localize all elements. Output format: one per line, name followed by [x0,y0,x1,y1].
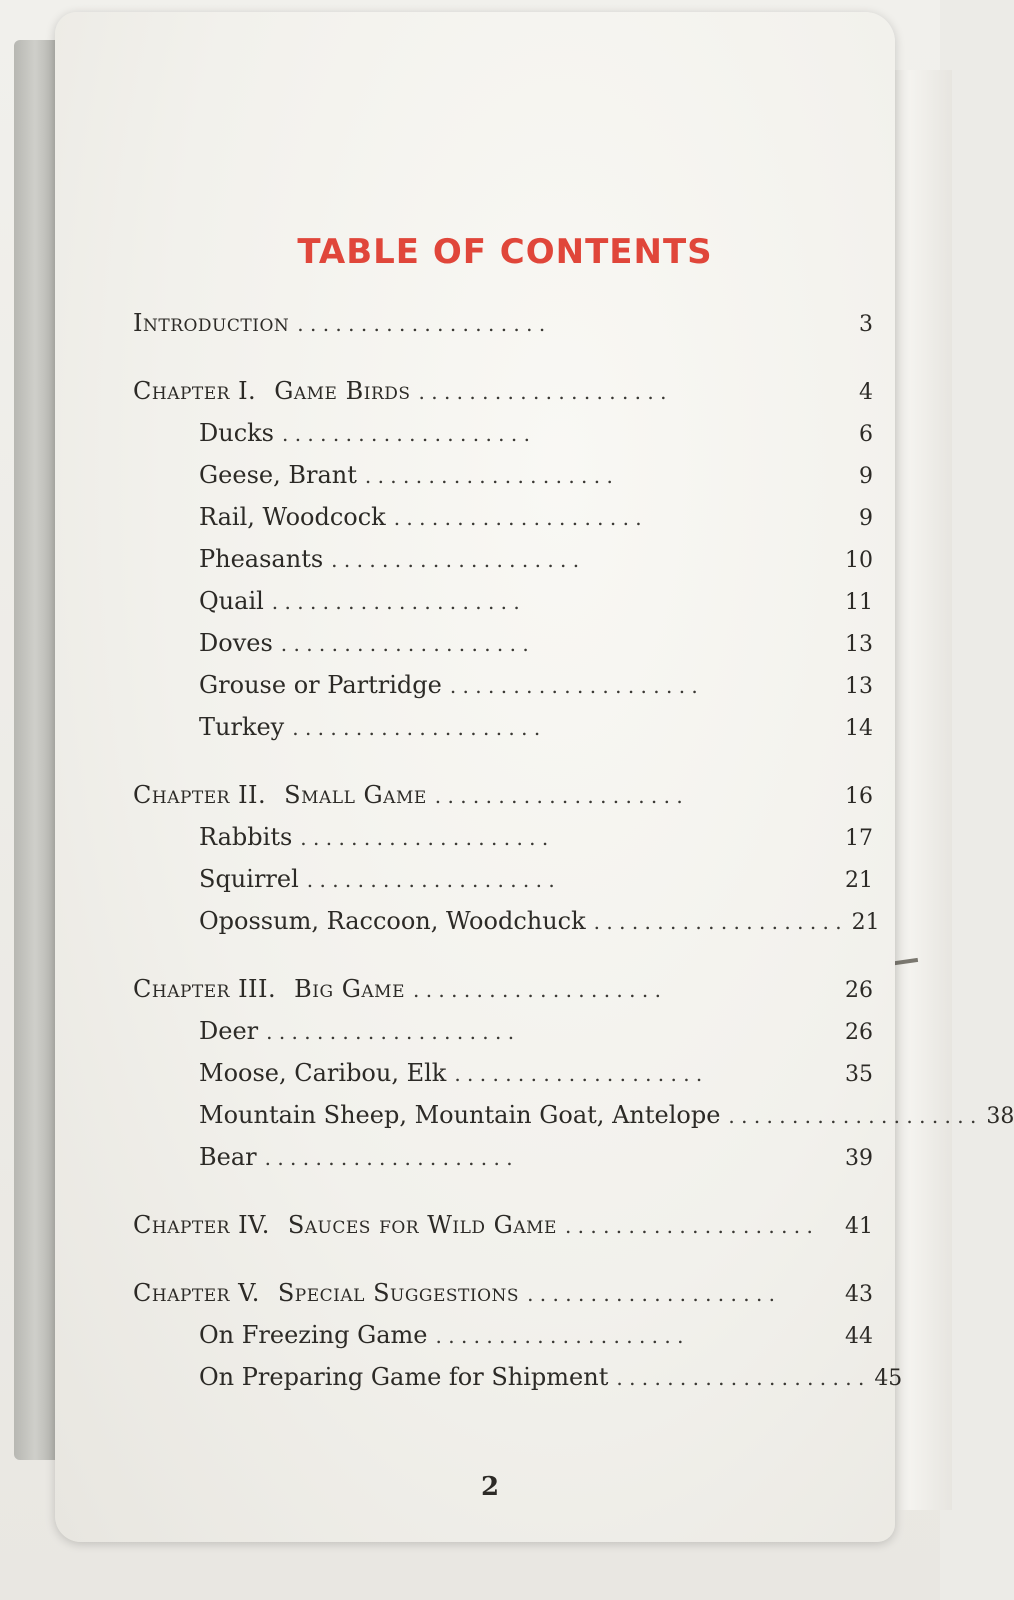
chapter-label [133,1272,519,1314]
toc-entry [133,1356,903,1398]
chapter-label [133,370,411,412]
toc-entry [133,664,873,706]
toc-page-number: 13 [845,632,873,657]
toc-page-number: 26 [845,1020,873,1045]
toc-page-number: 21 [851,910,880,935]
chapter-title: Game Birds [274,377,411,405]
toc-page-number: 3 [859,312,873,337]
toc-entry [133,706,873,748]
toc-page-number: 11 [845,590,873,615]
dot-leader: . . . . . . . . . . . . . . . . . . . . [616,1366,865,1390]
toc-entry [133,900,880,942]
dot-leader: . . . . . . . . . . . . . . . . . . . . [300,826,549,850]
toc-page-number: 6 [859,422,873,447]
dot-leader: . . . . . . . . . . . . . . . . . . . . [527,1282,776,1306]
chapter-number: Chapter III. [133,975,277,1003]
toc-label: Geese, Brant [199,461,357,489]
toc-entry [133,1136,873,1178]
toc-entry [133,1052,873,1094]
dot-leader: . . . . . . . . . . . . . . . . . . . . [266,1020,515,1044]
toc-label: Opossum, Raccoon, Woodchuck [199,907,586,935]
toc-label: Rabbits [199,823,293,851]
toc-page-number: 26 [845,978,873,1003]
chapter-heading [133,774,873,816]
chapter-label [133,1204,557,1246]
chapter-heading [133,1204,873,1246]
toc-entry [133,412,873,454]
toc-entry [133,496,873,538]
toc-label: Rail, Woodcock [199,503,386,531]
dot-leader: . . . . . . . . . . . . . . . . . . . . [297,312,546,336]
toc-entry [133,454,873,496]
toc-page-number: 16 [845,784,873,809]
toc-entry [133,622,873,664]
toc-label: Bear [199,1143,257,1171]
toc-page-number: 45 [874,1366,903,1391]
chapter-heading [133,370,873,412]
dot-leader: . . . . . . . . . . . . . . . . . . . . [280,632,529,656]
dot-leader: . . . . . . . . . . . . . . . . . . . . [454,1062,703,1086]
chapter-number: Chapter I. [133,377,257,405]
chapter-number: Chapter II. [133,781,267,809]
toc-label: Quail [199,587,264,615]
toc-label: On Preparing Game for Shipment [199,1363,609,1391]
dot-leader: . . . . . . . . . . . . . . . . . . . . [292,716,541,740]
toc-page-number: 4 [859,380,873,405]
chapter-title: Small Game [284,781,427,809]
toc-entry [133,858,873,900]
page-title: TABLE OF CONTENTS [297,232,713,272]
toc-label: Ducks [199,419,274,447]
toc-page-number: 44 [845,1324,873,1349]
toc-entry [133,538,873,580]
dot-leader: . . . . . . . . . . . . . . . . . . . . [364,464,613,488]
toc-label: Grouse or Partridge [199,671,442,699]
toc-label: Squirrel [199,865,299,893]
dot-leader: . . . . . . . . . . . . . . . . . . . . [412,978,661,1002]
toc-page-number: 39 [845,1146,873,1171]
chapter-title: Special Suggestions [277,1279,520,1307]
dot-leader: . . . . . . . . . . . . . . . . . . . . [435,1324,684,1348]
chapter-number: Chapter V. [133,1279,260,1307]
toc-page-number: 41 [845,1214,873,1239]
toc-page-number: 17 [845,826,873,851]
dot-leader: . . . . . . . . . . . . . . . . . . . . [306,868,555,892]
table-of-contents [133,302,1014,1424]
toc-page-number: 38 [986,1104,1014,1129]
toc-label: Pheasants [199,545,324,573]
chapter-title: Big Game [294,975,405,1003]
toc-page-number: 9 [859,464,873,489]
toc-page-number: 10 [845,548,873,573]
dot-leader: . . . . . . . . . . . . . . . . . . . . [282,422,530,446]
toc-label: Turkey [199,713,285,741]
chapter-heading [133,1272,873,1314]
toc-entry [133,1314,873,1356]
toc-entry [133,816,873,858]
page-number: 2 [480,1472,500,1502]
dot-leader: . . . . . . . . . . . . . . . . . . . . [271,590,520,614]
section-chapter-1 [133,370,873,748]
dot-leader: . . . . . . . . . . . . . . . . . . . . [418,380,667,404]
chapter-title: Sauces for Wild Game [287,1211,557,1239]
chapter-label [133,968,405,1010]
toc-page-number: 14 [845,716,873,741]
dot-leader: . . . . . . . . . . . . . . . . . . . . [264,1146,513,1170]
toc-page-number: 35 [845,1062,873,1087]
toc-page-number: 43 [845,1282,873,1307]
contents-page [55,12,1014,1542]
toc-label: Mountain Sheep, Mountain Goat, Antelope [199,1101,721,1129]
section-chapter-5 [133,1272,903,1398]
toc-label: Moose, Caribou, Elk [199,1059,447,1087]
dot-leader: . . . . . . . . . . . . . . . . . . . . [393,506,642,530]
toc-page-number: 13 [845,674,873,699]
toc-label: On Freezing Game [199,1321,428,1349]
dot-leader: . . . . . . . . . . . . . . . . . . . . [449,674,698,698]
dot-leader: . . . . . . . . . . . . . . . . . . . . [331,548,580,572]
dot-leader: . . . . . . . . . . . . . . . . . . . . [564,1214,813,1238]
chapter-number: Chapter IV. [133,1211,270,1239]
toc-entry [133,1094,1014,1136]
toc-entry [133,1010,873,1052]
dot-leader: . . . . . . . . . . . . . . . . . . . . [434,784,683,808]
section-chapter-3 [133,968,1014,1178]
section-introduction [133,302,873,344]
chapter-label [133,774,427,816]
dot-leader: . . . . . . . . . . . . . . . . . . . . [728,1104,977,1128]
toc-page-number: 9 [859,506,873,531]
dot-leader: . . . . . . . . . . . . . . . . . . . . [593,910,842,934]
toc-label: Introduction [133,309,290,337]
section-chapter-4 [133,1204,873,1246]
toc-label: Doves [199,629,273,657]
toc-entry [133,580,873,622]
chapter-heading [133,968,873,1010]
toc-row-introduction [133,302,873,344]
toc-label: Deer [199,1017,259,1045]
section-chapter-2 [133,774,880,942]
toc-page-number: 21 [845,868,873,893]
